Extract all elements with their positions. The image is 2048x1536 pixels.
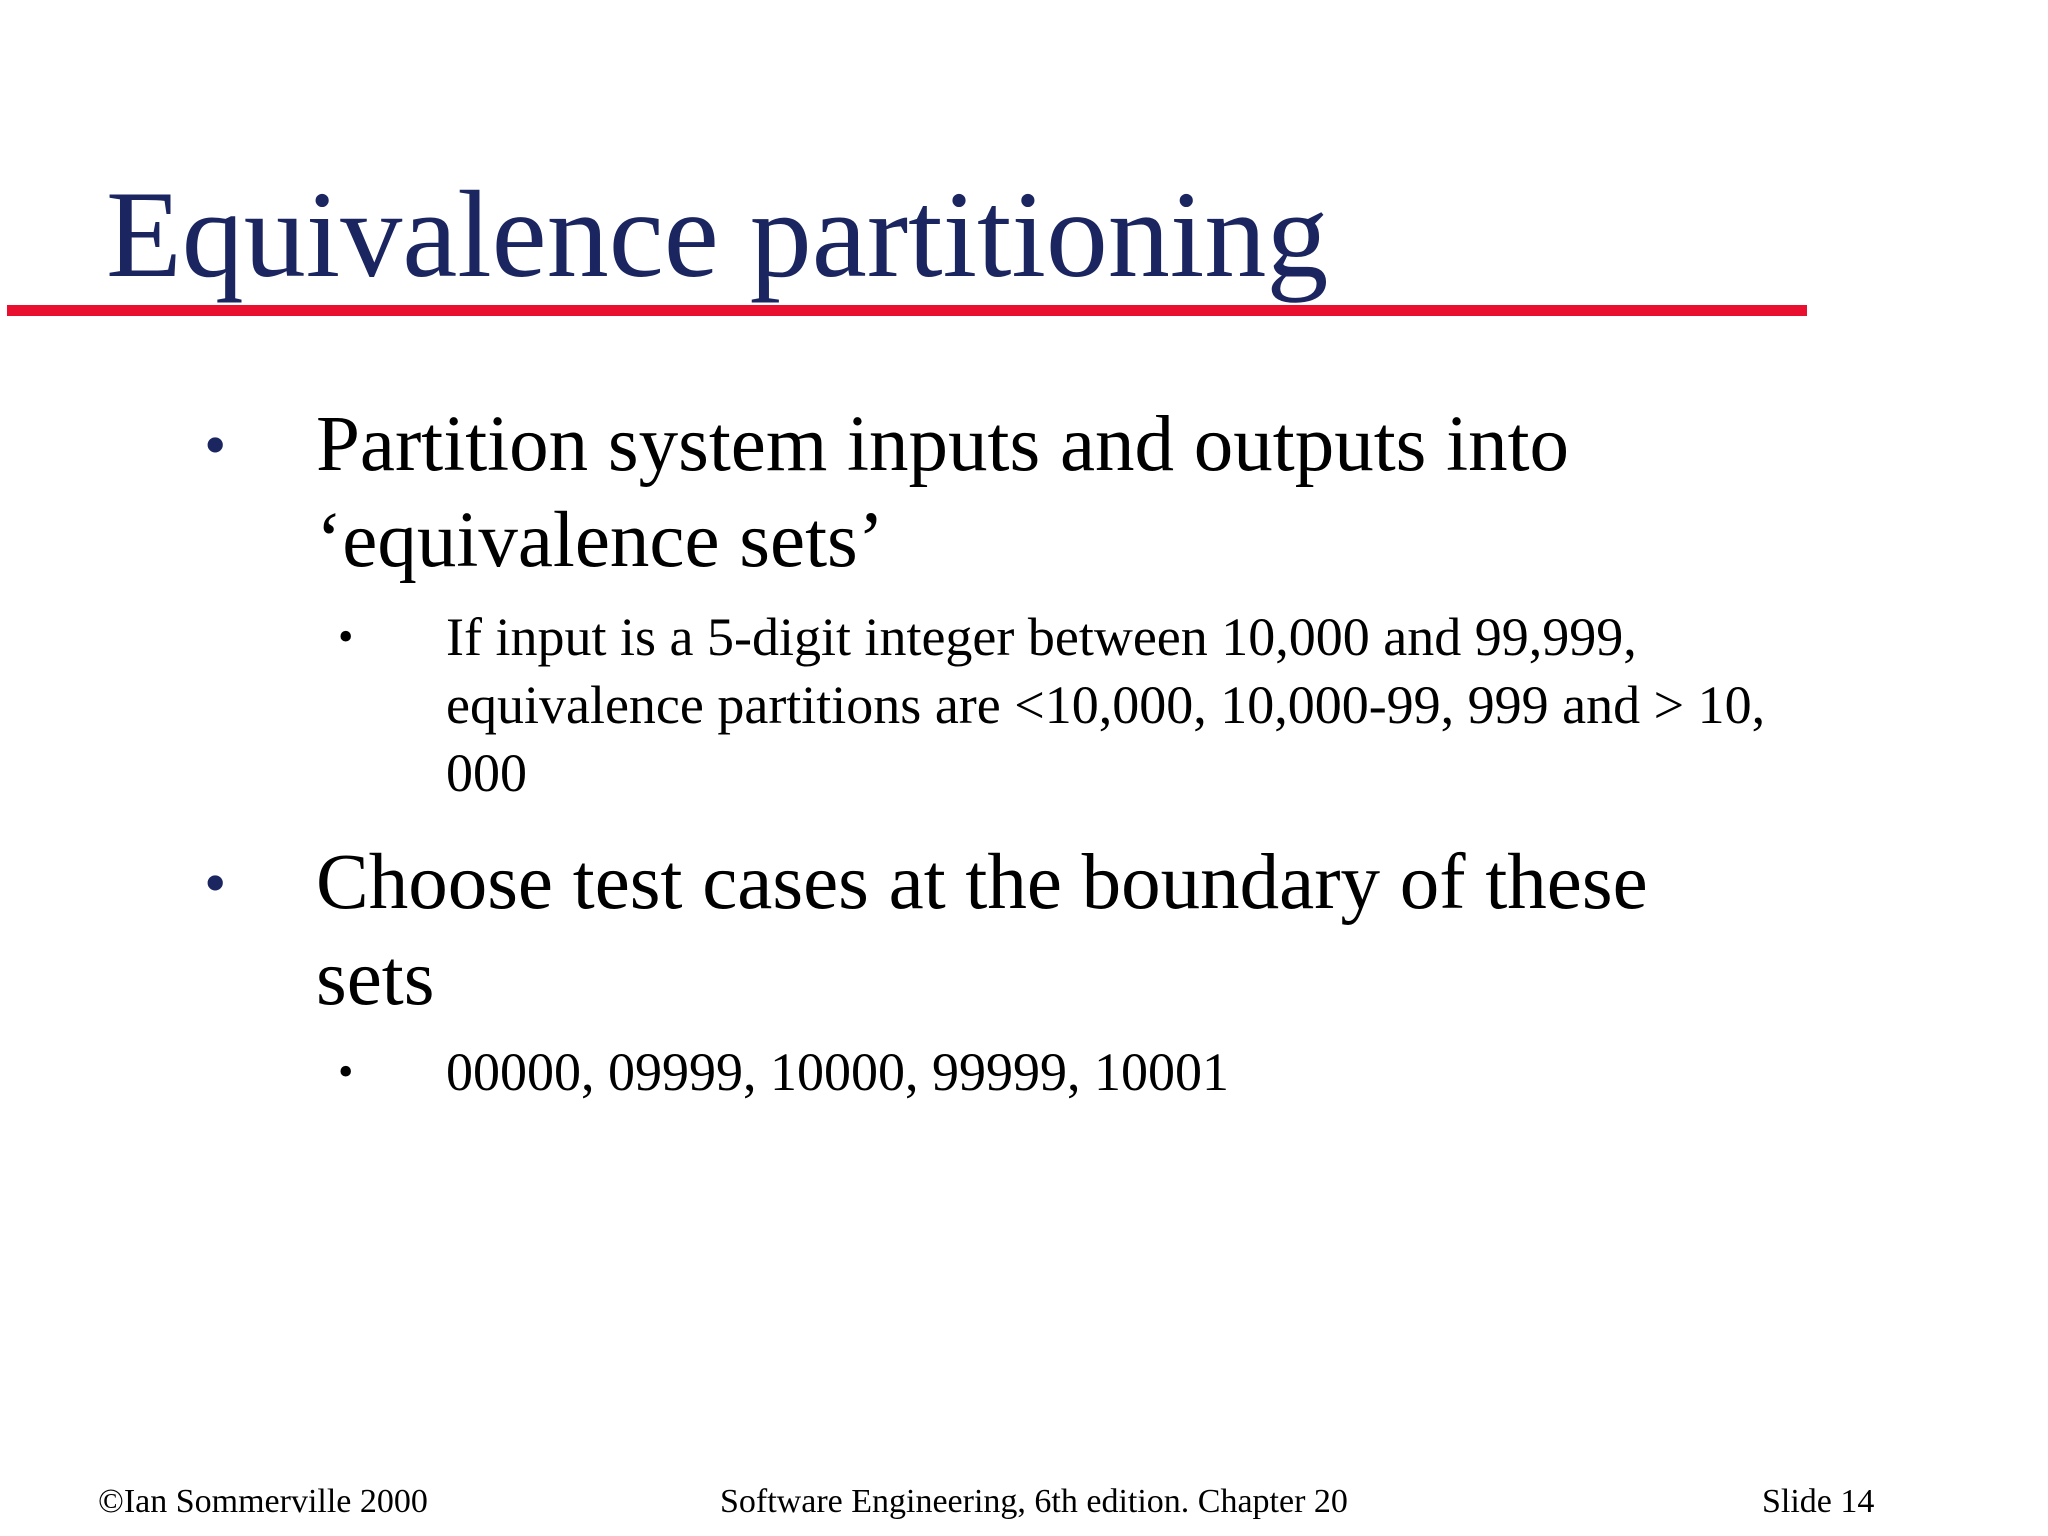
footer-book-title: Software Engineering, 6th edition. Chapter 20 [720, 1483, 1348, 1520]
sub-bullet-marker: • [338, 1047, 354, 1096]
bullet-text: Partition system inputs and outputs into ‘equivalence sets’ [316, 401, 1570, 584]
bullet-marker: • [204, 409, 227, 480]
sub-bullet-text: If input is a 5-digit integer between 10,000 and 99,999, equivalence partitions are <10,000, 10,000-99, 999 and > 10, 000 [446, 607, 1766, 803]
footer-slide-number: Slide 14 [1762, 1483, 1875, 1520]
bullet-text: Choose test cases at the boundary of these sets [316, 839, 1648, 1022]
sub-bullet-marker: • [338, 612, 354, 661]
footer-copyright: ©Ian Sommerville 2000 [98, 1483, 428, 1520]
sub-bullet-text: 00000, 09999, 10000, 99999, 10001 [446, 1042, 1229, 1102]
bullet-marker: • [204, 847, 227, 918]
title-underline [7, 305, 1807, 316]
slide-title: Equivalence partitioning [106, 166, 1329, 303]
